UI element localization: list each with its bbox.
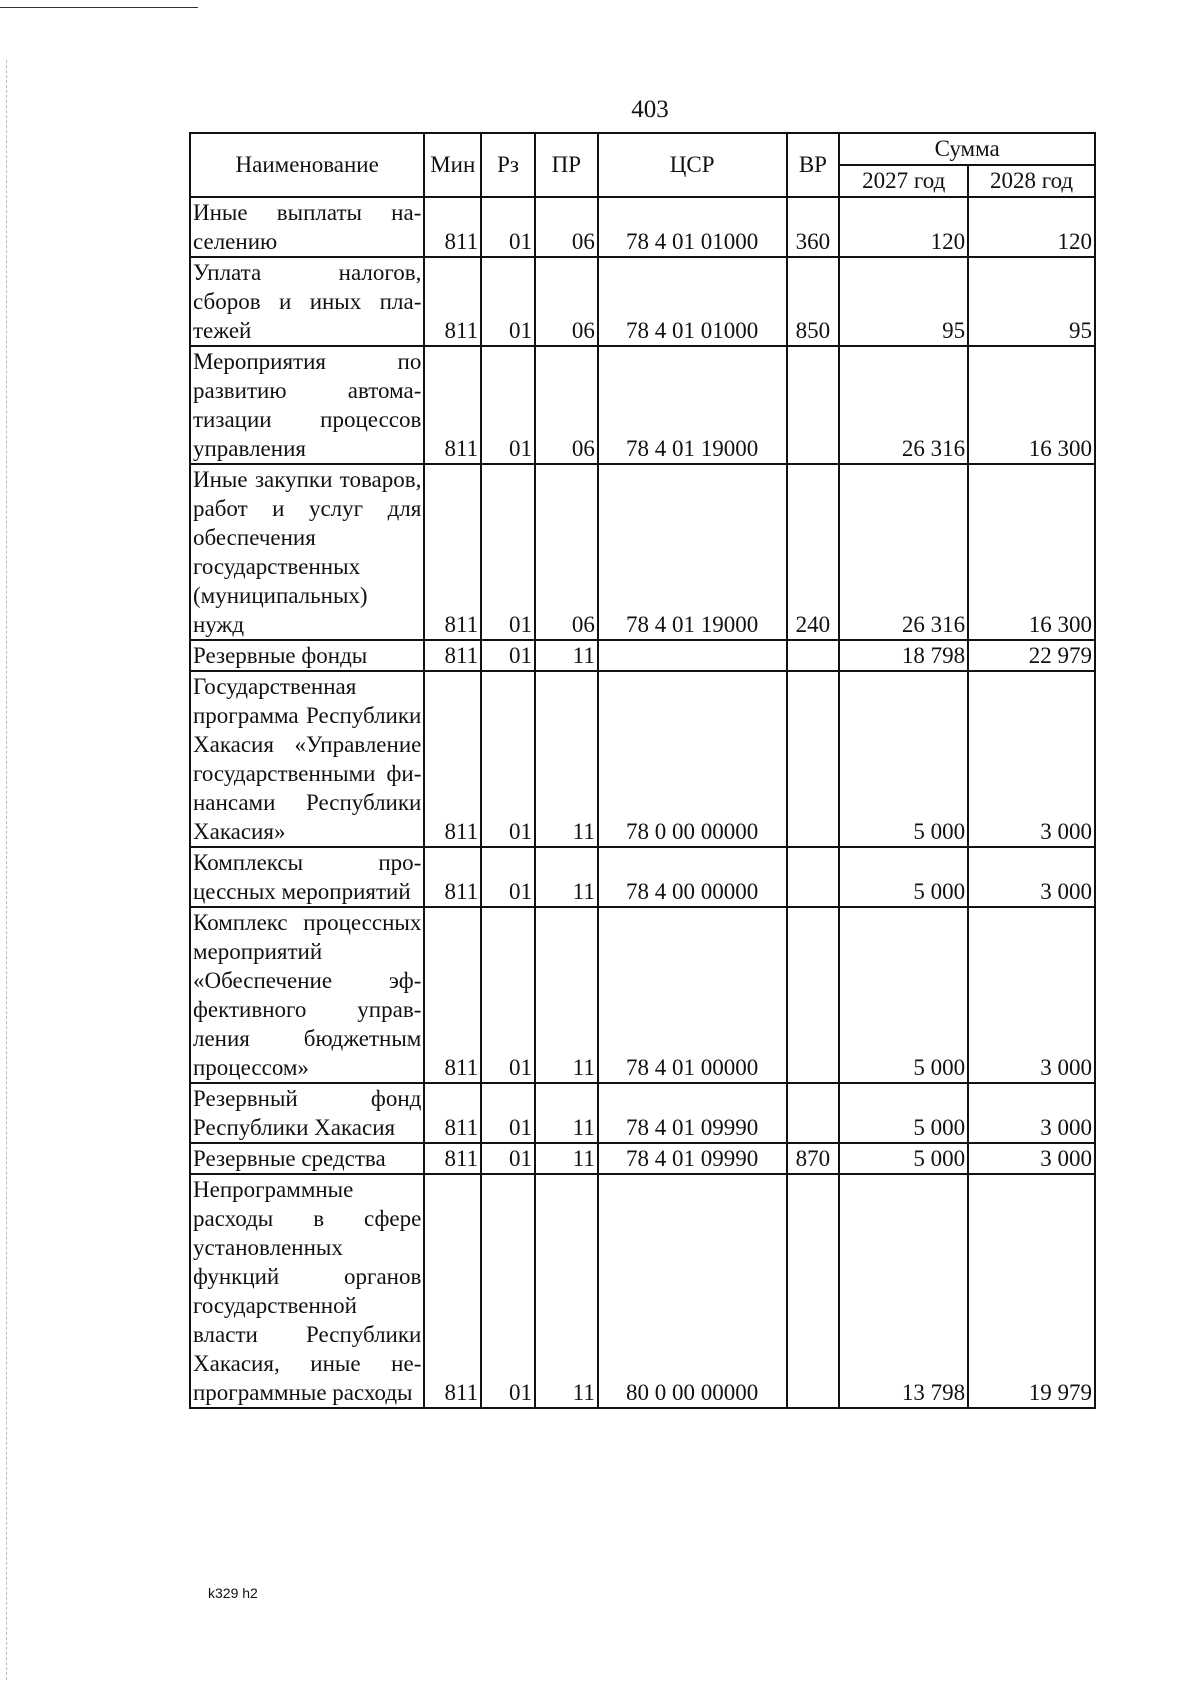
cell-csr: 80 0 00 00000 — [598, 1174, 787, 1408]
cell-pr: 11 — [535, 847, 598, 907]
table-row — [190, 1083, 1095, 1143]
cell-name: Комплексы процессных мероприятий — [190, 847, 424, 907]
cell-rz: 01 — [481, 257, 535, 346]
cell-rz: 01 — [481, 1083, 535, 1143]
cell-2027: 5 000 — [839, 907, 968, 1083]
cell-min: 811 — [424, 907, 481, 1083]
cell-2027: 5 000 — [839, 1143, 968, 1174]
cell-name: Резервные фонды — [190, 640, 424, 671]
table-row — [190, 1143, 1095, 1174]
cell-pr: 11 — [535, 640, 598, 671]
table-row — [190, 847, 1095, 907]
cell-2027: 26 316 — [839, 464, 968, 640]
cell-2027: 95 — [839, 257, 968, 346]
table-row — [190, 907, 1095, 1083]
cell-csr — [598, 640, 787, 671]
cell-2027: 5 000 — [839, 1083, 968, 1143]
cell-2028: 19 979 — [968, 1174, 1095, 1408]
table-row — [190, 257, 1095, 346]
cell-rz: 01 — [481, 346, 535, 464]
cell-2028: 3 000 — [968, 907, 1095, 1083]
cell-vr — [787, 640, 840, 671]
cell-rz: 01 — [481, 671, 535, 847]
table-row — [190, 671, 1095, 847]
cell-2028: 16 300 — [968, 464, 1095, 640]
cell-vr — [787, 1083, 840, 1143]
header-name: Наименование — [190, 133, 424, 197]
cell-csr: 78 4 01 01000 — [598, 197, 787, 257]
table-row — [190, 346, 1095, 464]
cell-pr: 11 — [535, 1083, 598, 1143]
cell-pr: 06 — [535, 346, 598, 464]
header-2028: 2028 год — [968, 165, 1095, 197]
cell-min: 811 — [424, 464, 481, 640]
cell-2028: 3 000 — [968, 847, 1095, 907]
cell-min: 811 — [424, 847, 481, 907]
cell-min: 811 — [424, 1083, 481, 1143]
cell-min: 811 — [424, 346, 481, 464]
cell-2028: 120 — [968, 197, 1095, 257]
cell-2027: 18 798 — [839, 640, 968, 671]
header-sum: Сумма — [839, 133, 1095, 165]
cell-csr: 78 0 00 00000 — [598, 671, 787, 847]
header-pr: ПР — [535, 133, 598, 197]
cell-csr: 78 4 01 01000 — [598, 257, 787, 346]
table-row — [190, 1174, 1095, 1408]
table-body — [190, 197, 1095, 1408]
table-row — [190, 197, 1095, 257]
cell-name: Мероприятия по развитию автоматизации процессов управления — [190, 346, 424, 464]
cell-csr: 78 4 01 00000 — [598, 907, 787, 1083]
cell-vr — [787, 907, 840, 1083]
cell-name: Резервные средства — [190, 1143, 424, 1174]
cell-rz: 01 — [481, 847, 535, 907]
cell-2028: 22 979 — [968, 640, 1095, 671]
header-csr: ЦСР — [598, 133, 787, 197]
cell-2027: 26 316 — [839, 346, 968, 464]
cell-vr — [787, 346, 840, 464]
cell-min: 811 — [424, 671, 481, 847]
cell-name: Непрограммные расходы в сфере установленных функций органов государственной власти Республики Хакасия, иные непрограммные расходы — [190, 1174, 424, 1408]
cell-name: Уплата налогов, сборов и иных платежей — [190, 257, 424, 346]
header-min: Мин — [424, 133, 481, 197]
cell-2028: 16 300 — [968, 346, 1095, 464]
cell-2027: 5 000 — [839, 847, 968, 907]
cell-vr — [787, 671, 840, 847]
cell-rz: 01 — [481, 1143, 535, 1174]
cell-name: Иные выплаты населению — [190, 197, 424, 257]
cell-min: 811 — [424, 1143, 481, 1174]
cell-pr: 11 — [535, 907, 598, 1083]
header-2027: 2027 год — [839, 165, 968, 197]
cell-name: Иные закупки товаров, работ и услуг для обеспечения государственных (муниципальных) нужд — [190, 464, 424, 640]
cell-2028: 3 000 — [968, 671, 1095, 847]
cell-vr — [787, 1174, 840, 1408]
cell-csr: 78 4 01 19000 — [598, 464, 787, 640]
cell-rz: 01 — [481, 907, 535, 1083]
cell-vr: 360 — [787, 197, 840, 257]
cell-vr: 240 — [787, 464, 840, 640]
cell-name: Государственная программа Республики Хакасия «Управление государственными финансами Республики Хакасия» — [190, 671, 424, 847]
cell-vr: 870 — [787, 1143, 840, 1174]
cell-2027: 13 798 — [839, 1174, 968, 1408]
cell-name: Резервный фонд Республики Хакасия — [190, 1083, 424, 1143]
cell-rz: 01 — [481, 464, 535, 640]
footer-code: k329 h2 — [208, 1585, 258, 1601]
table-header — [190, 133, 1095, 197]
cell-vr: 850 — [787, 257, 840, 346]
cell-min: 811 — [424, 640, 481, 671]
cell-min: 811 — [424, 197, 481, 257]
cell-rz: 01 — [481, 197, 535, 257]
cell-min: 811 — [424, 257, 481, 346]
cell-pr: 06 — [535, 464, 598, 640]
cell-rz: 01 — [481, 640, 535, 671]
cell-rz: 01 — [481, 1174, 535, 1408]
cell-pr: 06 — [535, 197, 598, 257]
cell-pr: 06 — [535, 257, 598, 346]
cell-pr: 11 — [535, 1174, 598, 1408]
cell-2027: 5 000 — [839, 671, 968, 847]
cell-csr: 78 4 00 00000 — [598, 847, 787, 907]
header-vr: ВР — [787, 133, 840, 197]
scan-margin-line — [6, 60, 8, 1680]
cell-csr: 78 4 01 09990 — [598, 1143, 787, 1174]
table-row — [190, 640, 1095, 671]
scan-edge-line — [0, 7, 198, 8]
cell-2027: 120 — [839, 197, 968, 257]
header-rz: Рз — [481, 133, 535, 197]
table-row — [190, 464, 1095, 640]
cell-2028: 95 — [968, 257, 1095, 346]
cell-2028: 3 000 — [968, 1083, 1095, 1143]
cell-min: 811 — [424, 1174, 481, 1408]
cell-vr — [787, 847, 840, 907]
cell-pr: 11 — [535, 1143, 598, 1174]
cell-csr: 78 4 01 09990 — [598, 1083, 787, 1143]
page-number: 403 — [631, 96, 669, 123]
cell-csr: 78 4 01 19000 — [598, 346, 787, 464]
cell-pr: 11 — [535, 671, 598, 847]
cell-2028: 3 000 — [968, 1143, 1095, 1174]
cell-name: Комплекс процессных мероприятий «Обеспечение эффективного управления бюджетным процессом» — [190, 907, 424, 1083]
budget-table — [189, 132, 1096, 1409]
